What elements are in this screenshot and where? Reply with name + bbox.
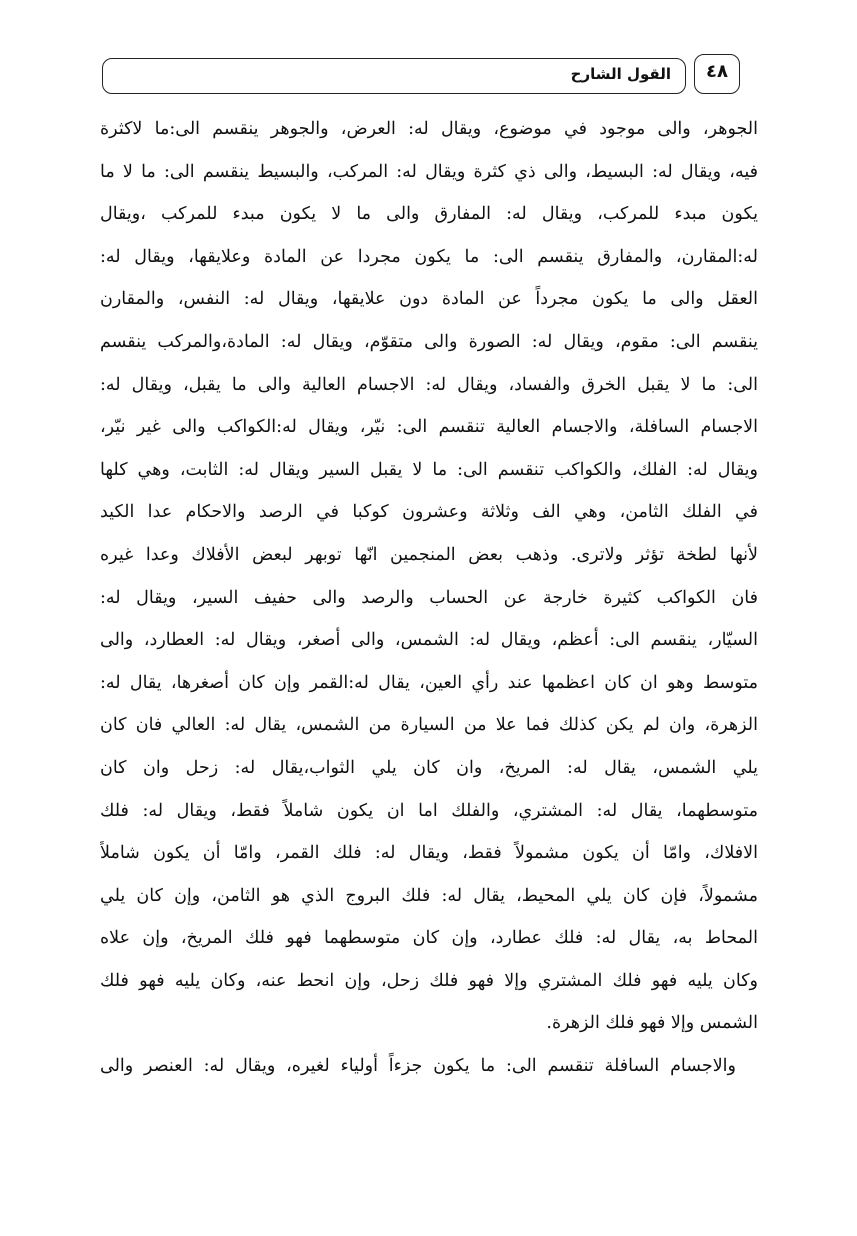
text-line: الافلاك، وامّا أن يكون مشمولاً فقط، ويقال له: فلك القمر، وامّا أن يكون شاملاً (100, 843, 758, 864)
text-line: متوسطهما، يقال له: المشتري، والفلك اما ان يكون شاملاً فقط، ويقال له: فلك (100, 800, 758, 821)
text-line: ويقال له: الفلك، والكواكب تنقسم الى: ما لا يقبل السير ويقال له: الثابت، وهي كلها (100, 459, 758, 480)
text-line: فان الكواكب كثيرة خارجة عن الحساب والرصد والى حفيف السير، ويقال له: (100, 587, 758, 608)
main-text (100, 108, 758, 1088)
text-line: يكون مبدء للمركب، ويقال له: المفارق والى ما لا يكون مبدء للمركب ،ويقال (100, 204, 758, 225)
text-line: مشمولاً، فإن كان يلي المحيط، يقال له: فلك البروج الذي هو الثامن، وإن كان يلي (100, 885, 758, 906)
text-line: السيّار، ينقسم الى: أعظم، ويقال له: الشمس، والى أصغر، ويقال له: العطارد، والى (100, 630, 758, 651)
text-line: الاجسام السافلة، والاجسام العالية تنقسم الى: نيّر، ويقال له:الكواكب والى غير نيّر، (100, 417, 758, 438)
text-line: المحاط به، يقال له: فلك عطارد، وإن كان متوسطهما فهو فلك المريخ، وإن علاه (100, 928, 758, 949)
text-line: الى: ما لا يقبل الخرق والفساد، ويقال له: الاجسام العالية والى ما يقبل، ويقال له: (100, 374, 758, 395)
text-line: متوسط وهو ان كان اعظمها عند رأي العين، يقال له:القمر وإن كان أصغرها، يقال له: (100, 672, 758, 693)
paragraph-end-line: الشمس وإلا فهو فلك الزهرة. (546, 1013, 758, 1034)
text-line: والاجسام السافلة تنقسم الى: ما يكون جزءاً أولياء لغيره، ويقال له: العنصر والى (100, 1056, 736, 1077)
text-line: العقل والى ما يكون مجرداً عن المادة دون علايقها، ويقال له: النفس، والمقارن (100, 289, 758, 310)
text-line: لأنها لطخة تؤثر ولاترى. وذهب بعض المنجمين انّها توبهر لبعض الأفلاك وعدا غيره (100, 544, 758, 565)
text-line: ينقسم الى: مقوم، ويقال له: الصورة والى متقوّم، ويقال له: المادة،والمركب ينقسم (100, 331, 758, 352)
text-line: له:المقارن، والمفارق ينقسم الى: ما يكون مجردا عن المادة وعلايقها، ويقال له: (100, 246, 758, 267)
running-header (102, 54, 740, 100)
book-title: القول الشارح (102, 58, 686, 94)
page-number: ٤٨ (694, 54, 740, 94)
text-line: الزهرة، وان لم يكن كذلك فما علا من السيارة من الشمس، يقال له: العالي فان كان (100, 715, 758, 736)
text-line: فيه، ويقال له: البسيط، والى ذي كثرة ويقال له: المركب، والبسيط ينقسم الى: ما لا ما (100, 161, 758, 182)
text-line: يلي الشمس، يقال له: المريخ، وان كان يلي الثواب،يقال له: زحل وان كان (100, 757, 758, 778)
text-line: وكان يليه فهو فلك المشتري وإلا فهو فلك زحل، وإن انحط عنه، وكان يليه فهو فلك (100, 970, 758, 991)
text-line: في الفلك الثامن، وهي الف وثلاثة وعشرون كوكبا في الرصد والاحكام عدا الكيد (100, 502, 758, 523)
text-line: الجوهر، والى موجود في موضوع، ويقال له: العرض، والجوهر ينقسم الى:ما لاكثرة (100, 119, 758, 139)
